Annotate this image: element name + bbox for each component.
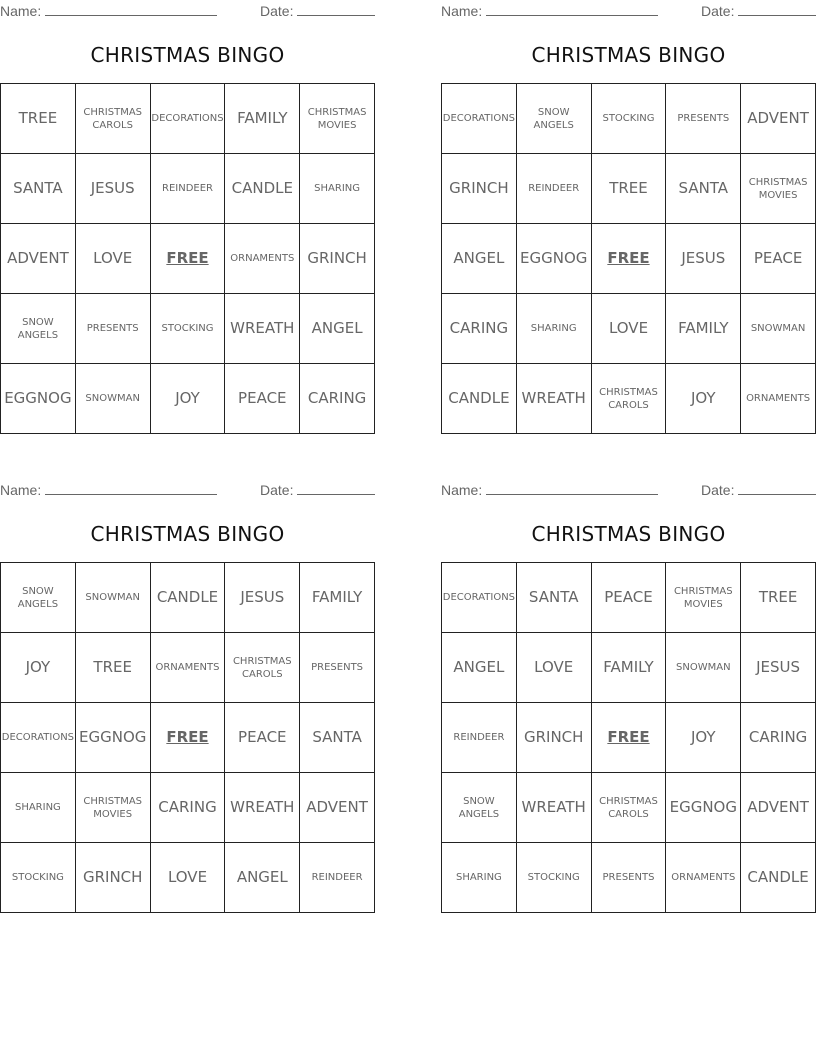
date-field[interactable] [701, 2, 816, 19]
bingo-cell[interactable]: SNOWMAN [666, 633, 741, 703]
bingo-cell[interactable]: SNOW ANGELS [1, 294, 76, 364]
bingo-cell[interactable]: WREATH [517, 364, 592, 434]
bingo-cell[interactable]: CANDLE [741, 843, 816, 913]
bingo-cell[interactable]: GRINCH [76, 843, 151, 913]
bingo-cell[interactable]: ADVENT [741, 773, 816, 843]
bingo-cell[interactable]: REINDEER [151, 154, 226, 224]
bingo-card [0, 0, 375, 430]
bingo-cell[interactable]: CHRISTMAS MOVIES [666, 563, 741, 633]
bingo-cell[interactable]: ADVENT [300, 773, 375, 843]
bingo-grid [441, 83, 816, 434]
name-blank-line[interactable] [486, 481, 658, 495]
bingo-cell[interactable]: SANTA [1, 154, 76, 224]
bingo-cell[interactable]: ADVENT [741, 84, 816, 154]
name-field[interactable] [0, 481, 217, 498]
bingo-cell[interactable]: SHARING [442, 843, 517, 913]
bingo-cell[interactable]: TREE [741, 563, 816, 633]
bingo-cell[interactable]: FAMILY [300, 563, 375, 633]
bingo-cell[interactable]: ORNAMENTS [741, 364, 816, 434]
bingo-cell[interactable]: JOY [666, 364, 741, 434]
bingo-cell[interactable]: JOY [1, 633, 76, 703]
bingo-cell[interactable]: ORNAMENTS [225, 224, 300, 294]
bingo-grid [0, 83, 375, 434]
bingo-cell[interactable]: ANGEL [442, 633, 517, 703]
bingo-cell[interactable]: CHRISTMAS MOVIES [76, 773, 151, 843]
bingo-cell[interactable]: ORNAMENTS [666, 843, 741, 913]
bingo-cell[interactable]: CHRISTMAS MOVIES [741, 154, 816, 224]
name-blank-line[interactable] [486, 2, 658, 16]
date-field[interactable] [260, 481, 375, 498]
bingo-cell[interactable]: CHRISTMAS CAROLS [225, 633, 300, 703]
bingo-cell[interactable]: ANGEL [225, 843, 300, 913]
bingo-cell[interactable]: CARING [151, 773, 226, 843]
bingo-cell[interactable]: EGGNOG [1, 364, 76, 434]
bingo-cell[interactable]: STOCKING [517, 843, 592, 913]
bingo-cell[interactable]: JESUS [741, 633, 816, 703]
name-blank-line[interactable] [45, 2, 217, 16]
bingo-cell[interactable]: SANTA [517, 563, 592, 633]
bingo-cell[interactable]: PRESENTS [666, 84, 741, 154]
bingo-cell[interactable]: DECORATIONS [151, 84, 226, 154]
bingo-cell[interactable]: GRINCH [442, 154, 517, 224]
bingo-cell[interactable]: CANDLE [442, 364, 517, 434]
bingo-cell[interactable]: TREE [76, 633, 151, 703]
bingo-cell[interactable]: SHARING [517, 294, 592, 364]
bingo-cell[interactable]: WREATH [517, 773, 592, 843]
name-field[interactable] [441, 481, 658, 498]
bingo-cell[interactable]: TREE [1, 84, 76, 154]
bingo-cell[interactable]: DECORATIONS [442, 84, 517, 154]
bingo-cell[interactable]: PRESENTS [300, 633, 375, 703]
date-blank-line[interactable] [738, 2, 816, 16]
date-blank-line[interactable] [738, 481, 816, 495]
bingo-cell[interactable]: JOY [151, 364, 226, 434]
bingo-cell[interactable]: SHARING [300, 154, 375, 224]
date-label: Date: [260, 3, 294, 19]
bingo-cell[interactable]: FAMILY [666, 294, 741, 364]
free-space-cell[interactable]: FREE [151, 224, 226, 294]
bingo-cell[interactable]: SHARING [1, 773, 76, 843]
bingo-cell[interactable]: CARING [442, 294, 517, 364]
bingo-cell[interactable]: CHRISTMAS CAROLS [592, 773, 667, 843]
date-label: Date: [701, 482, 735, 498]
name-field[interactable] [441, 2, 658, 19]
bingo-cell[interactable]: ADVENT [1, 224, 76, 294]
name-label: Name: [0, 482, 42, 498]
bingo-cell[interactable]: ORNAMENTS [151, 633, 226, 703]
name-label: Name: [0, 3, 42, 19]
card-title: CHRISTMAS BINGO [90, 43, 285, 67]
bingo-cell[interactable]: LOVE [151, 843, 226, 913]
bingo-cell[interactable]: JESUS [666, 224, 741, 294]
name-label: Name: [441, 482, 483, 498]
bingo-cell[interactable]: SNOW ANGELS [517, 84, 592, 154]
bingo-cell[interactable]: SANTA [300, 703, 375, 773]
bingo-cell[interactable]: GRINCH [300, 224, 375, 294]
card-title: CHRISTMAS BINGO [531, 522, 726, 546]
card-title: CHRISTMAS BINGO [531, 43, 726, 67]
bingo-cell[interactable]: PEACE [225, 364, 300, 434]
name-label: Name: [441, 3, 483, 19]
bingo-cell[interactable]: JOY [666, 703, 741, 773]
bingo-cell[interactable]: SNOWMAN [76, 563, 151, 633]
free-space-cell[interactable]: FREE [151, 703, 226, 773]
bingo-cell[interactable]: SNOW ANGELS [442, 773, 517, 843]
bingo-cell[interactable]: EGGNOG [517, 224, 592, 294]
bingo-cell[interactable]: STOCKING [1, 843, 76, 913]
bingo-cell[interactable]: CHRISTMAS CAROLS [592, 364, 667, 434]
bingo-cell[interactable]: CHRISTMAS CAROLS [76, 84, 151, 154]
bingo-cell[interactable]: SANTA [666, 154, 741, 224]
free-space-cell[interactable]: FREE [592, 224, 667, 294]
bingo-cell[interactable]: WREATH [225, 773, 300, 843]
bingo-cell[interactable]: CANDLE [151, 563, 226, 633]
card-title: CHRISTMAS BINGO [90, 522, 285, 546]
bingo-cell[interactable]: PRESENTS [592, 843, 667, 913]
bingo-cell[interactable]: ANGEL [442, 224, 517, 294]
name-field[interactable] [0, 2, 217, 19]
bingo-cell[interactable]: DECORATIONS [442, 563, 517, 633]
bingo-cell[interactable]: PEACE [592, 563, 667, 633]
free-space-cell[interactable]: FREE [592, 703, 667, 773]
bingo-grid [0, 562, 375, 913]
bingo-cell[interactable]: GRINCH [517, 703, 592, 773]
bingo-cell[interactable]: LOVE [76, 224, 151, 294]
bingo-cell[interactable]: SNOW ANGELS [1, 563, 76, 633]
bingo-grid [441, 562, 816, 913]
bingo-card [441, 0, 816, 430]
bingo-cell[interactable]: EGGNOG [76, 703, 151, 773]
date-label: Date: [701, 3, 735, 19]
bingo-cell[interactable]: WREATH [225, 294, 300, 364]
bingo-cell[interactable]: FAMILY [592, 633, 667, 703]
bingo-cell[interactable]: JESUS [76, 154, 151, 224]
bingo-cell[interactable]: DECORATIONS [1, 703, 76, 773]
bingo-cell[interactable]: JESUS [225, 563, 300, 633]
bingo-cell[interactable]: SNOWMAN [76, 364, 151, 434]
bingo-cell[interactable]: LOVE [517, 633, 592, 703]
bingo-card [441, 479, 816, 909]
bingo-cell[interactable]: REINDEER [517, 154, 592, 224]
bingo-cell[interactable]: STOCKING [151, 294, 226, 364]
bingo-card [0, 479, 375, 909]
bingo-cell[interactable]: PRESENTS [76, 294, 151, 364]
bingo-cell[interactable]: ANGEL [300, 294, 375, 364]
bingo-cell[interactable]: SNOWMAN [741, 294, 816, 364]
bingo-cell[interactable]: EGGNOG [666, 773, 741, 843]
bingo-cell[interactable]: LOVE [592, 294, 667, 364]
name-blank-line[interactable] [45, 481, 217, 495]
date-blank-line[interactable] [297, 2, 375, 16]
bingo-cell[interactable]: PEACE [741, 224, 816, 294]
bingo-cell[interactable]: STOCKING [592, 84, 667, 154]
date-field[interactable] [701, 481, 816, 498]
date-label: Date: [260, 482, 294, 498]
bingo-cell[interactable]: CARING [741, 703, 816, 773]
bingo-cell[interactable]: REINDEER [442, 703, 517, 773]
bingo-cell[interactable]: FAMILY [225, 84, 300, 154]
date-blank-line[interactable] [297, 481, 375, 495]
bingo-cell[interactable]: CARING [300, 364, 375, 434]
bingo-cell[interactable]: CANDLE [225, 154, 300, 224]
bingo-cell[interactable]: REINDEER [300, 843, 375, 913]
bingo-cell[interactable]: TREE [592, 154, 667, 224]
bingo-cell[interactable]: PEACE [225, 703, 300, 773]
date-field[interactable] [260, 2, 375, 19]
bingo-cell[interactable]: CHRISTMAS MOVIES [300, 84, 375, 154]
